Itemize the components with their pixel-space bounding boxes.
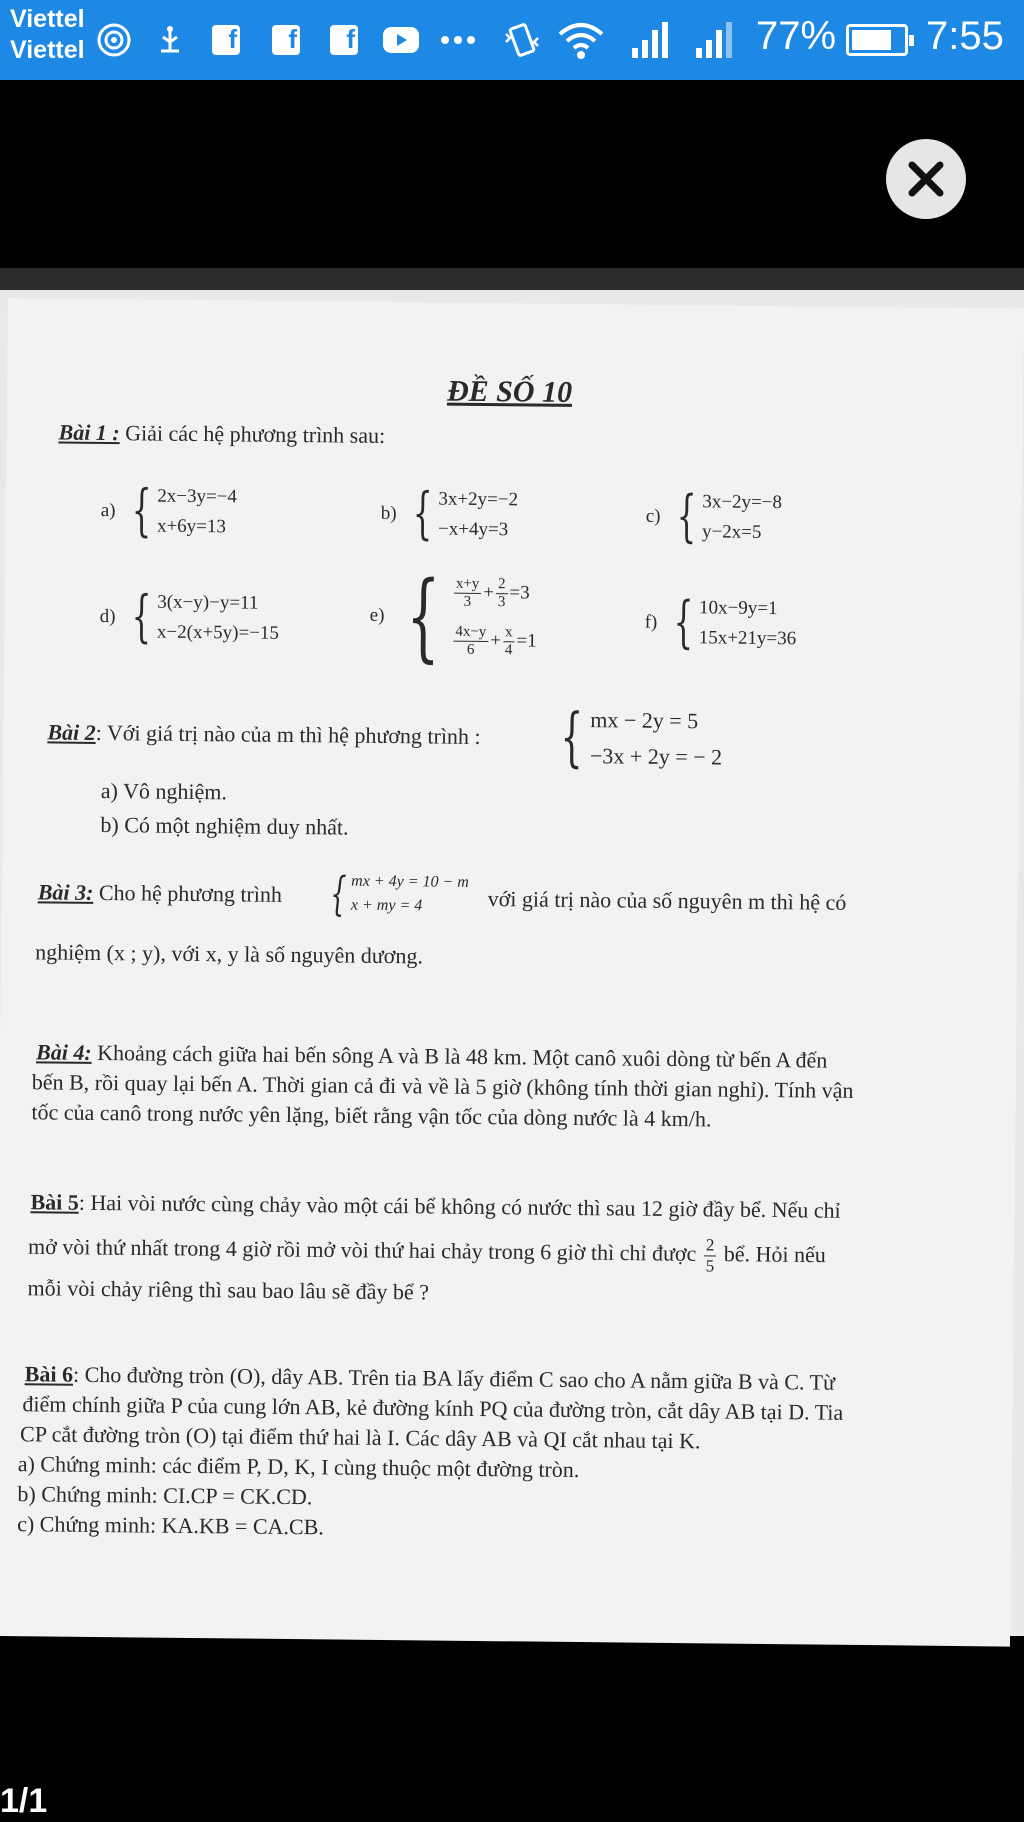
bai4-line-3: tốc của canô trong nước yên lặng, biết rằng vận tốc của dòng nước là 4 km/h. bbox=[31, 1099, 712, 1132]
system-f-tag: f) bbox=[644, 611, 658, 633]
system-d: d) { 3(x−y)−y=11 x−2(x+5y)=−15 bbox=[99, 584, 280, 650]
bai3-eq2: x + my = 4 bbox=[350, 896, 423, 915]
bai2-eq1: mx − 2y = 5 bbox=[590, 707, 699, 734]
signal-icon bbox=[630, 18, 674, 62]
bai1-text: Giải các hệ phương trình sau: bbox=[125, 420, 386, 448]
bai6-label: Bài 6 bbox=[24, 1361, 74, 1387]
system-d-eq1: 3(x−y)−y=11 bbox=[157, 591, 259, 614]
system-d-eq2: x−2(x+5y)=−15 bbox=[156, 621, 280, 644]
bai4-line-2: bến B, rồi quay lại bến A. Thời gian cả đi và về là 5 giờ (không tính thời gian nghỉ). Tính vận bbox=[31, 1069, 854, 1103]
system-f-eq2: 15x+21y=36 bbox=[698, 627, 797, 650]
bai4-line-1: Bài 4: Khoảng cách giữa hai bến sông A và B là 48 km. Một canô xuôi dòng từ bến A đến bbox=[35, 1039, 828, 1073]
bai2-label: Bài 2 bbox=[47, 719, 96, 745]
system-a: a) { 2x−3y=−4 x+6y=13 bbox=[100, 478, 238, 544]
bai3-system: { mx + 4y = 10 − m x + my = 4 bbox=[330, 866, 469, 921]
battery-percent: 77% bbox=[756, 14, 837, 58]
bai2-item-b: b) Có một nghiệm duy nhất. bbox=[100, 811, 349, 840]
bai1-heading bbox=[58, 419, 385, 450]
system-c: c) { 3x−2y=−8 y−2x=5 bbox=[645, 484, 783, 550]
bai6-item-c: c) Chứng minh: KA.KB = CA.CB. bbox=[17, 1511, 324, 1540]
system-d-tag: d) bbox=[99, 605, 116, 628]
battery-icon bbox=[846, 24, 908, 56]
system-f-eq1: 10x−9y=1 bbox=[698, 597, 778, 620]
system-e-eq2: $\frac{4x-y}{6}$ + $\frac{x}{4}$ =1 bbox=[451, 617, 537, 666]
wifi-icon bbox=[556, 18, 606, 62]
system-f: f) { 10x−9y=1 15x+21y=36 bbox=[644, 589, 797, 656]
vibrate-icon bbox=[502, 18, 542, 62]
bai6-line-2: điểm chính giữa P của cung lớn AB, kẻ đường kính PQ của đường tròn, cắt dây AB tại D. Tia bbox=[22, 1391, 844, 1425]
bai3-eq1: mx + 4y = 10 − m bbox=[351, 872, 469, 891]
system-b: b) { 3x+2y=−2 −x+4y=3 bbox=[380, 481, 519, 547]
bai1-label: Bài 1 : bbox=[58, 419, 120, 446]
system-c-eq2: y−2x=5 bbox=[701, 521, 762, 543]
youtube-icon bbox=[382, 18, 420, 62]
bai3-label: Bài 3: bbox=[37, 879, 94, 905]
system-e-eq1: $\frac{x+y}{3}$ + $\frac{2}{3}$ =3 bbox=[452, 569, 538, 618]
carrier-2: Viettel bbox=[10, 36, 85, 64]
system-c-eq1: 3x−2y=−8 bbox=[702, 491, 783, 514]
system-b-eq1: 3x+2y=−2 bbox=[438, 488, 519, 511]
status-bar bbox=[0, 0, 1024, 80]
bai6-item-b: b) Chứng minh: CI.CP = CK.CD. bbox=[17, 1481, 313, 1510]
system-a-eq2: x+6y=13 bbox=[156, 515, 227, 538]
facebook-icon: f bbox=[330, 18, 358, 62]
system-b-eq2: −x+4y=3 bbox=[437, 518, 509, 541]
carrier-label bbox=[10, 4, 85, 66]
system-e-tag: e) bbox=[369, 604, 385, 626]
exam-paper bbox=[0, 298, 1024, 1647]
facebook-icon: f bbox=[272, 18, 300, 62]
page-indicator: 1/1 bbox=[0, 1782, 48, 1820]
document-photo bbox=[0, 268, 1024, 1636]
system-b-tag: b) bbox=[380, 502, 397, 525]
bai4-label: Bài 4: bbox=[35, 1039, 92, 1065]
close-button[interactable] bbox=[886, 139, 966, 219]
more-icon bbox=[440, 18, 476, 62]
system-e: e) { $\frac{x+y}{3}$ + $\frac{2}{3}$ =3 $\frac{4x-y}{6}$ + $\frac{x}{4}$ =1 bbox=[369, 560, 537, 673]
bai2-heading bbox=[47, 718, 480, 751]
bai5-line-1: Bài 5: Hai vòi nước cùng chảy vào một cái bể không có nước thì sau 12 giờ đầy bể. Nếu chỉ bbox=[30, 1189, 841, 1223]
usb-icon bbox=[154, 18, 186, 62]
system-c-tag: c) bbox=[645, 505, 661, 527]
carrier-1: Viettel bbox=[10, 5, 85, 33]
bai2-item-a: a) Vô nghiệm. bbox=[100, 778, 228, 805]
system-a-tag: a) bbox=[100, 499, 116, 522]
bai6-line-1: Bài 6: Cho đường tròn (O), dây AB. Trên tia BA lấy điểm C sao cho A nằm giữa B và C. Từ bbox=[24, 1361, 836, 1395]
bai3-text-1: Cho hệ phương trình bbox=[98, 879, 283, 907]
bai2-text: : Với giá trị nào của m thì hệ phương trình : bbox=[95, 719, 481, 749]
bai6-item-a: a) Chứng minh: các điểm P, D, K, I cùng thuộc một đường tròn. bbox=[17, 1451, 580, 1483]
bai3-heading bbox=[38, 878, 282, 909]
close-icon bbox=[906, 159, 946, 199]
page-title: ĐỀ SỐ 10 bbox=[446, 374, 573, 409]
facebook-icon: f bbox=[212, 18, 240, 62]
signal-icon bbox=[694, 18, 738, 62]
hotspot-icon bbox=[94, 18, 134, 62]
bai5-label: Bài 5 bbox=[30, 1189, 79, 1215]
bai5-line-3: mỗi vòi chảy riêng thì sau bao lâu sẽ đầy bể ? bbox=[27, 1275, 430, 1305]
bai3-text-2: với giá trị nào của số nguyên m thì hệ có bbox=[487, 886, 847, 915]
system-a-eq1: 2x−3y=−4 bbox=[157, 485, 238, 508]
bai3-line-2: nghiệm (x ; y), với x, y là số nguyên dương. bbox=[35, 939, 424, 969]
bai2-system: { mx − 2y = 5 −3x + 2y = − 2 bbox=[560, 700, 723, 776]
bai5-line-2: mở vòi thứ nhất trong 4 giờ rồi mở vòi thứ hai chảy trong 6 giờ thì chỉ được $\frac{2}{5}$ bể. Hỏi nếu bbox=[27, 1233, 827, 1276]
clock: 7:55 bbox=[926, 14, 1004, 58]
bai6-line-3: CP cắt đường tròn (O) tại điểm thứ hai là I. Các dây AB và QI cắt nhau tại K. bbox=[19, 1421, 701, 1454]
bai2-eq2: −3x + 2y = − 2 bbox=[589, 743, 723, 770]
